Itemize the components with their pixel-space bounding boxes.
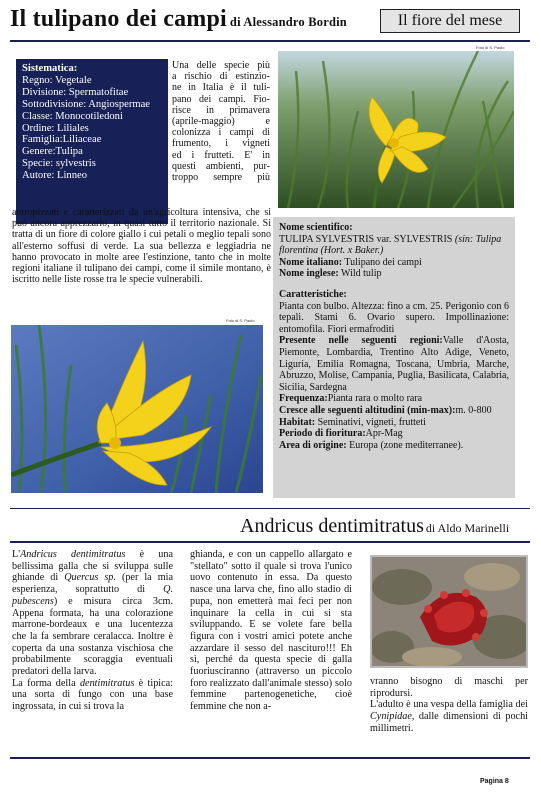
systematics-box bbox=[16, 59, 168, 224]
origin-value: Europa (zone mediterranee). bbox=[349, 439, 464, 451]
text-run: è tipica: una sorta di fungo con una base ingrossata, in cui si trova la bbox=[12, 677, 173, 713]
text-run: L'adulto è una vespa della famiglia dei bbox=[370, 699, 528, 711]
author-byline: di Alessandro Bordin bbox=[229, 15, 347, 29]
italian-value: Tulipano dei campi bbox=[344, 256, 422, 268]
frequency-value: Pianta rara o molto rara bbox=[327, 393, 423, 405]
footer-rule bbox=[10, 757, 530, 759]
intro-line: pano dei campi. Fio- bbox=[172, 93, 270, 105]
scientific-name-value bbox=[279, 234, 509, 257]
article2-title bbox=[240, 515, 509, 538]
gall-photo bbox=[370, 555, 528, 668]
tulip-illustration-top bbox=[278, 51, 514, 208]
systematics-line: Ordine: Liliales bbox=[22, 122, 89, 134]
text-run: L' bbox=[12, 549, 21, 560]
page-number: Pagina 8 bbox=[480, 778, 509, 785]
italian-name-row bbox=[279, 257, 509, 269]
intro-line: troppo sempre più bbox=[172, 172, 270, 184]
english-value: Wild tulip bbox=[341, 268, 382, 280]
text-run: vranno bisogno di maschi per riprodursi. bbox=[370, 676, 528, 699]
italian-label: Nome italiano: bbox=[279, 256, 343, 268]
family-name: Cynipidae bbox=[370, 711, 412, 723]
tulip-photo-bottom bbox=[11, 325, 263, 493]
features-row bbox=[279, 289, 509, 301]
text-run: , dalle dimensioni di pochi millimetri. bbox=[370, 711, 528, 734]
text-run: è una bellissima galla che si sviluppa sulle ghiande di bbox=[12, 549, 174, 584]
tulip-illustration-bottom bbox=[11, 325, 263, 493]
title-text: Il tulipano dei campi bbox=[10, 6, 227, 32]
photo-credit-top: Foto di S. Paolo bbox=[476, 45, 505, 50]
section-rule bbox=[10, 508, 530, 509]
article2-title-text: Andricus dentimitratus bbox=[240, 515, 424, 537]
article2-author: di Aldo Marinelli bbox=[425, 521, 510, 535]
systematics-heading: Sistematica: bbox=[22, 63, 78, 74]
species-name: Quercus sp. bbox=[64, 572, 116, 584]
scientific-label: Nome scientifico: bbox=[279, 222, 353, 233]
gall-illustration bbox=[372, 557, 526, 666]
origin-row bbox=[279, 440, 509, 452]
regions-value: Valle d'Aosta, Piemonte, Lombardia, Trentino Alto Adige, Veneto, Liguria, Emilia Romagna, Toscana, Umbria, Marche, Abruzzo, Molise, Campania, Puglia, Basilicata, Calabria, Sicilia, Sardegna bbox=[279, 335, 509, 393]
scientific-value: TULIPA SYLVESTRIS var. SYLVESTRIS bbox=[279, 233, 453, 245]
features-label: Caratteristiche: bbox=[279, 288, 347, 300]
systematics-line: Autore: Linneo bbox=[22, 170, 88, 182]
systematics-line: Regno: Vegetale bbox=[22, 74, 92, 86]
habitat-label: Habitat: bbox=[279, 416, 316, 428]
altitude-row bbox=[279, 405, 509, 417]
altitude-value: m. 0-800 bbox=[455, 404, 492, 416]
photo-credit-bottom: Foto di S. Paolo bbox=[226, 318, 255, 323]
article2-column-3 bbox=[370, 676, 528, 735]
page-title bbox=[10, 6, 347, 33]
intro-side-column bbox=[172, 60, 270, 183]
intro-line: Una delle specie più bbox=[172, 60, 270, 71]
header-rule bbox=[10, 40, 530, 42]
intro-line: ed i frutteti. E' in bbox=[172, 149, 270, 161]
tulip-photo-top bbox=[278, 51, 514, 208]
text-run: La forma della bbox=[12, 677, 80, 689]
fact-sheet-box bbox=[273, 217, 515, 498]
species-name: Q. pubescens bbox=[12, 584, 173, 607]
scientific-synonym: (sin: Tulipa florentina (Hort. x Baker.) bbox=[279, 233, 502, 257]
flowering-row bbox=[279, 428, 509, 440]
intro-line: risce in primavera bbox=[172, 104, 270, 116]
text-run: (per la mia esperienza, soprattutto di bbox=[12, 572, 173, 596]
systematics-list bbox=[22, 75, 162, 182]
english-label: Nome inglese: bbox=[279, 268, 339, 280]
english-name-row bbox=[279, 268, 509, 280]
flowering-label: Periodo di fioritura: bbox=[279, 428, 366, 440]
frequency-row bbox=[279, 393, 509, 405]
systematics-line: Famiglia:Liliaceae bbox=[22, 134, 102, 146]
intro-line: questi ambienti, pur- bbox=[172, 160, 270, 172]
regions-label: Presente nelle seguenti regioni: bbox=[279, 335, 443, 347]
habitat-row bbox=[279, 417, 509, 429]
systematics-line: Divisione: Spermatofitae bbox=[22, 86, 129, 98]
section-label: Il fiore del mese bbox=[380, 9, 520, 33]
intro-line: (aprile-maggio) e bbox=[172, 116, 270, 128]
systematics-line: Classe: Monocotiledoni bbox=[22, 110, 123, 122]
systematics-line: Specie: sylvestris bbox=[22, 158, 96, 170]
intro-line: frumento, i vigneti bbox=[172, 138, 270, 150]
intro-line: ne in Italia è il tuli- bbox=[172, 82, 270, 94]
article2-rule bbox=[10, 541, 530, 543]
species-name: Andricus dentimitratus bbox=[20, 549, 126, 560]
altitude-label: Cresce alle seguenti altitudini (min-max): bbox=[279, 404, 456, 416]
text-run: ) e misura circa 3cm. Appena formata, ha una colorazione marrone-bordeaux e una lucentezza che la fa sembrare ceralacca. Inoltre è coperta da una sostanza vischiosa che probabilmente scoraggia eventuali predatori della larva. bbox=[12, 595, 173, 678]
systematics-line: Sottodivisione: Angiospermae bbox=[22, 98, 150, 110]
intro-line: colonizza i campi di bbox=[172, 127, 270, 139]
systematics-line: Genere:Tulipa bbox=[22, 146, 83, 158]
regions-row bbox=[279, 335, 509, 393]
origin-label: Area di origine: bbox=[279, 439, 347, 451]
intro-line: a rischio di estinzio- bbox=[172, 71, 270, 83]
frequency-label: Frequenza: bbox=[279, 393, 328, 405]
scientific-name-row bbox=[279, 222, 509, 234]
habitat-value: Seminativi, vigneti, frutteti bbox=[317, 416, 426, 428]
article2-column-2: ghianda, e con un cappello allargato e "stellato" sotto il quale si trova l'unico uovo contenuto in essa. Da questo nasce una larva che, fino allo stadio di pupa, non emetterà mai feci per non inquinare la cella in cui si sta sviluppando. E se volete fare bella figura con i vostri amici potete anche azzardare il sesso del nascituro!!! Eh sì, perché da questa specie di galla fuoriusciranno (attraverso un piccolo foro realizzato dall'animale stesso) solo femmine partenogenetiche, cioè femmine che non a- bbox=[190, 549, 352, 713]
intro-full-text: antropizzati e caratterizzati da un'agricoltura intensiva, che si può ancora apprezzarlo, in quasi tutto il territorio nazionale. Si tratta di un fiore di colore giallo i cui petali o meglio tepali sono all'esterno soffusi di verde. La sua bellezza e leggiadria ne hanno provocato in molte aree l'estinzione, tanto che in molte regioni italiane il tulipano dei campi, come il simile montano, è iscritto nelle liste rosse tra le specie vulnerabili. bbox=[12, 207, 271, 286]
species-name: dentimitratus bbox=[79, 677, 135, 689]
features-value: Pianta con bulbo. Altezza: fino a cm. 25. Perigonio con 6 tepali. Stami 6. Ovario supero. Impollinazione: entomofila. Fiori ermafroditi bbox=[279, 300, 509, 335]
article2-column-1 bbox=[12, 549, 173, 713]
flowering-value: Apr-Mag bbox=[365, 428, 403, 440]
